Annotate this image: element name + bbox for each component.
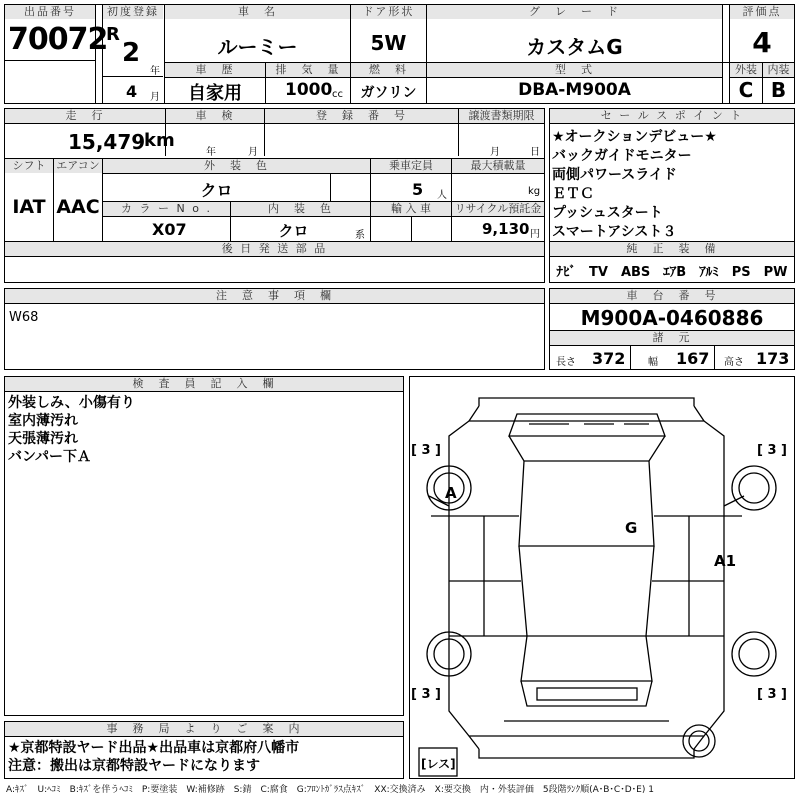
mileage-label: 走 行 — [5, 109, 165, 123]
sales-point: ★オークションデビュー★ — [552, 129, 717, 145]
aircon-label: エアコン — [54, 159, 102, 173]
load-unit: kg — [528, 186, 541, 197]
height-label: 高さ — [724, 357, 744, 368]
fuel-label: 燃 料 — [351, 63, 426, 77]
color-no-label: カ ラ ー N o . — [103, 202, 230, 216]
first-reg-month: 4 — [126, 82, 138, 101]
later-parts-label: 後 日 発 送 部 品 — [5, 242, 544, 256]
width-label: 幅 — [648, 357, 658, 368]
divider — [630, 345, 631, 369]
month-unit: 月 — [150, 92, 160, 103]
office-notice — [8, 739, 299, 775]
interior-color: クロ — [278, 222, 309, 240]
divider — [714, 345, 715, 369]
insp-month-unit: 月 — [248, 147, 258, 158]
legend: A:ｷｽﾞ U:ﾍｺﾐ B:ｷｽﾞを伴うﾍｺﾐ P:要塗装 W:補修跡 S:錆 C:腐食 G:ﾌﾛﾝﾄｶﾞﾗｽ点ｷｽﾞ XX:交換済み X:要交換 内・外装評価 5段階ﾗﾝｸ順(A･B･C･D･E) 1 — [6, 785, 654, 795]
divider — [165, 77, 722, 78]
divider — [103, 216, 544, 217]
office-line: ★京都特設ヤード出品★出品車は京都府八幡市 — [8, 740, 300, 756]
capacity-label: 乗車定員 — [371, 159, 451, 173]
sales-point: 両側パワースライド — [552, 167, 677, 183]
notes-text: W68 — [9, 310, 39, 325]
sales-point: プッシュスタート — [552, 205, 663, 221]
evaluation-score: 4 — [752, 26, 772, 59]
divider — [550, 256, 794, 257]
inspector-line: 外装しみ、小傷有り — [8, 395, 135, 411]
recycle-fee: 9,130 — [482, 220, 530, 238]
import-label: 輸 入 車 — [371, 202, 451, 216]
divider — [550, 345, 794, 346]
divider — [330, 173, 331, 201]
lot-number: 70072 — [8, 22, 108, 57]
car-name: ルーミー — [217, 35, 298, 59]
office-label: 事 務 局 よ り ご 案 内 — [5, 722, 403, 736]
damage-mark: A1 — [714, 552, 737, 570]
car-damage-diagram — [409, 376, 795, 779]
color-label: 外 装 色 — [103, 159, 370, 173]
notes-label: 注 意 事 項 欄 — [5, 289, 544, 303]
mileage: 15,479 — [68, 130, 146, 154]
exterior-color: クロ — [200, 181, 233, 200]
mileage-unit: km — [144, 130, 175, 151]
inspector-line: 室内薄汚れ — [8, 413, 78, 429]
tire-label: [ 3 ] — [757, 443, 787, 458]
door-shape: 5W — [370, 31, 407, 55]
equipment-list: ﾅﾋﾞ TV ABS ｴｱB ｱﾙﾐ PS PW — [556, 265, 788, 280]
length: 372 — [592, 349, 626, 368]
reg-no-label: 登 録 番 号 — [265, 109, 458, 123]
inspector-line: バンパー下Ａ — [8, 449, 92, 465]
shift: IAT — [12, 196, 46, 218]
insp-year-unit: 年 — [206, 147, 216, 158]
fuel: ガソリン — [360, 85, 417, 101]
transfer-label: 譲渡書類期限 — [459, 109, 544, 123]
first-reg-year: 2 — [122, 38, 141, 68]
int-color-label: 内 装 色 — [231, 202, 370, 216]
cc-unit: cc — [332, 89, 343, 100]
era: R — [106, 24, 120, 45]
inspector-line: 天張薄汚れ — [8, 431, 78, 447]
equipment-label: 純 正 装 備 — [550, 242, 794, 256]
dims-label: 諸 元 — [550, 331, 794, 345]
divider — [550, 123, 794, 124]
sales-point: ＥＴＣ — [552, 186, 594, 202]
capacity: 5 — [412, 180, 424, 199]
divider — [5, 736, 403, 737]
length-label: 長さ — [556, 357, 576, 368]
aircon: AAC — [56, 196, 100, 218]
history-label: 車 歴 — [165, 63, 265, 77]
recycle-unit: 円 — [530, 229, 540, 240]
shift-label: シフト — [5, 159, 53, 173]
tire-label: [ 3 ] — [411, 443, 441, 458]
sales-points-list — [552, 128, 717, 242]
transfer-day-unit: 日 — [530, 147, 540, 158]
chassis-number: M900A-0460886 — [580, 306, 764, 330]
divider — [5, 60, 95, 61]
capacity-unit: 人 — [437, 190, 447, 201]
displacement-label: 排 気 量 — [266, 63, 350, 77]
grade-label: グ レ ー ド — [427, 5, 722, 19]
width: 167 — [676, 349, 710, 368]
divider — [550, 303, 794, 304]
inspection-label: 車 検 — [166, 109, 264, 123]
tire-label: [ 3 ] — [757, 687, 787, 702]
office-line: 注意：搬出は京都特設ヤードになります — [8, 758, 260, 774]
divider — [5, 256, 544, 257]
model-code: DBA-M900A — [518, 80, 631, 100]
first-reg-label: 初度登録 — [103, 5, 163, 19]
sales-points-label: セ ー ル ス ポ イ ン ト — [550, 109, 794, 123]
height: 173 — [756, 349, 790, 368]
color-number: X07 — [152, 220, 187, 239]
transfer-month-unit: 月 — [490, 147, 500, 158]
door-label: ドア形状 — [351, 5, 426, 19]
chassis-label: 車 台 番 号 — [550, 289, 794, 303]
spare-tire-label: [レス] — [421, 757, 456, 771]
year-unit: 年 — [150, 66, 160, 77]
grade: カスタムG — [526, 35, 623, 59]
int-color-unit: 系 — [355, 230, 365, 241]
score-label: 評価点 — [730, 5, 794, 19]
divider — [5, 303, 544, 304]
divider — [102, 4, 103, 104]
interior-grade: B — [770, 78, 787, 102]
divider — [103, 76, 163, 77]
lot-label: 出品番号 — [5, 5, 95, 19]
exterior-label: 外装 — [730, 63, 762, 77]
interior-label: 内装 — [763, 63, 794, 77]
car-name-label: 車 名 — [165, 5, 350, 19]
load-label: 最大積載量 — [452, 159, 544, 173]
divider — [5, 391, 403, 392]
damage-mark: G — [625, 519, 638, 537]
exterior-grade: C — [738, 78, 754, 102]
inspector-label: 検 査 員 記 入 欄 — [5, 377, 403, 391]
inspector-notes — [8, 394, 135, 466]
sales-point: バックガイドモニター — [552, 148, 692, 164]
vehicle-history: 自家用 — [188, 83, 242, 104]
recycle-label: リサイクル預託金 — [452, 202, 544, 216]
damage-mark: A — [445, 484, 457, 502]
divider — [411, 216, 412, 241]
model-label: 型 式 — [427, 63, 722, 77]
divider — [95, 4, 96, 104]
divider — [5, 123, 544, 124]
tire-label: [ 3 ] — [411, 687, 441, 702]
divider — [722, 4, 723, 104]
sales-point: スマートアシスト３ — [552, 224, 677, 240]
divider — [103, 173, 544, 174]
displacement: 1000 — [285, 80, 333, 100]
